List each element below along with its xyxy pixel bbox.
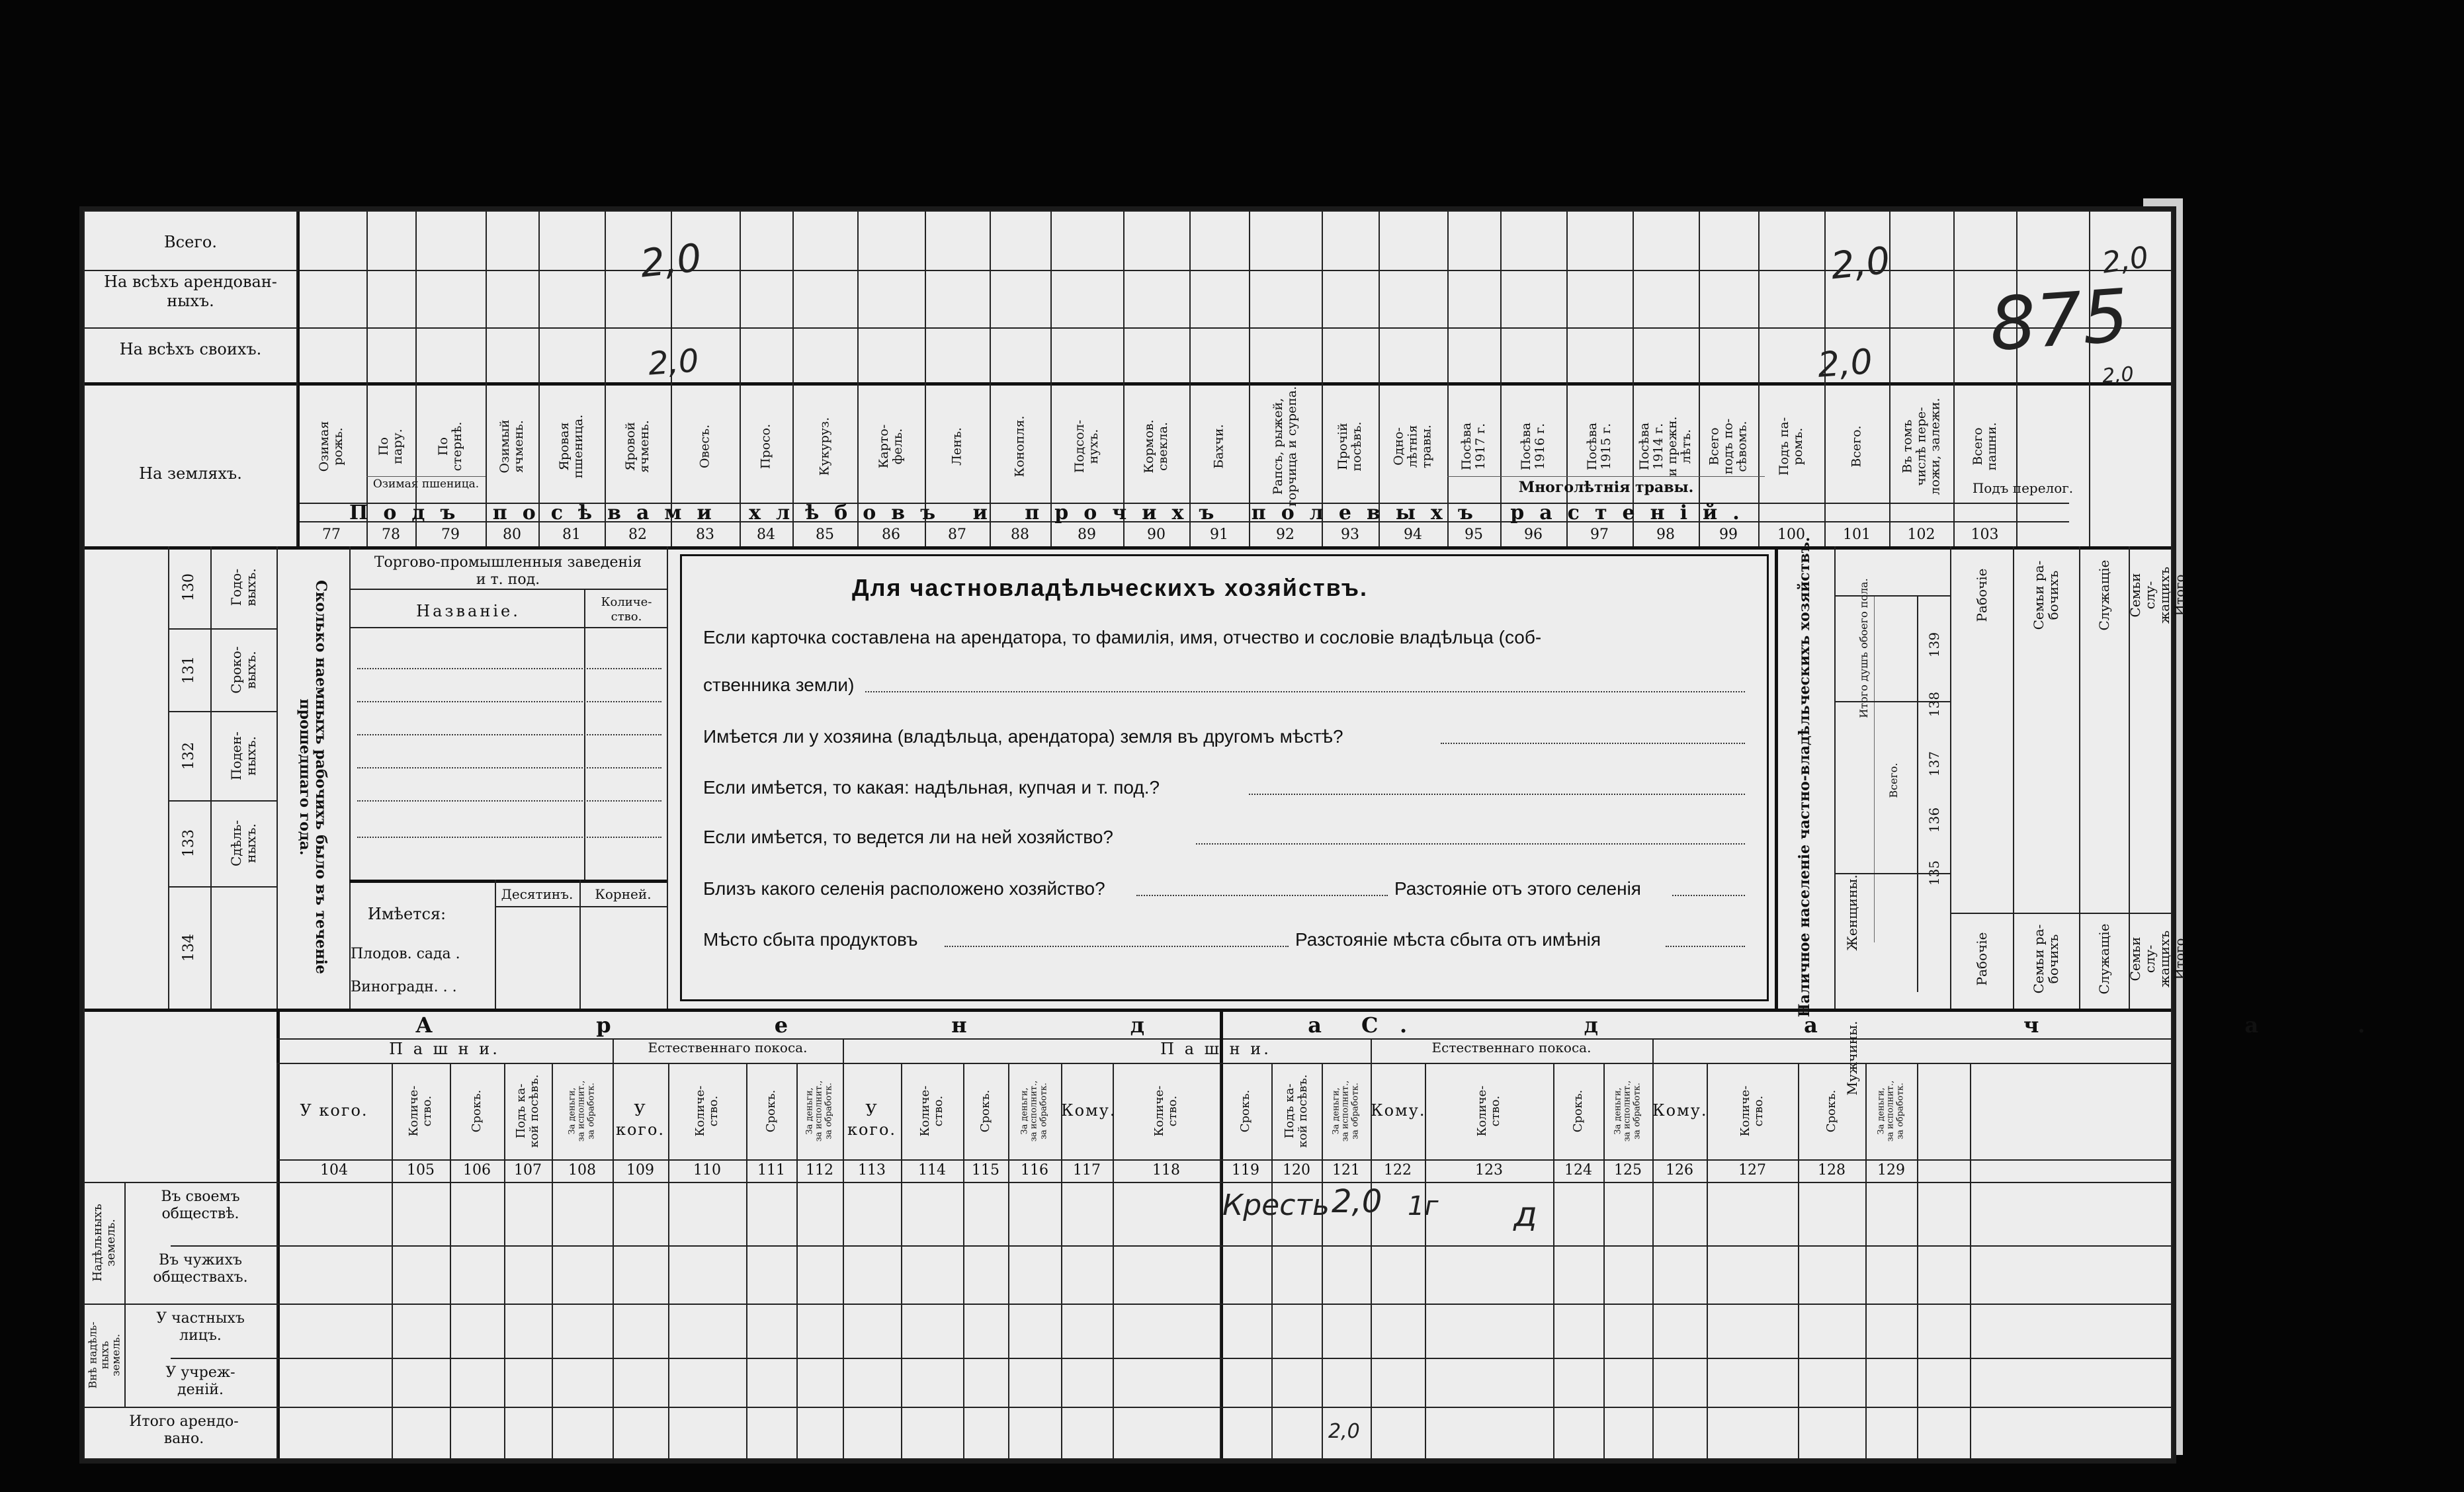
divider [1271,1063,1273,1458]
non-allotment-label: Внѣ надѣль- ныхъ земель. [86,1321,122,1389]
winter-wheat-label: Озимая пшеница. [372,477,480,491]
worker-row-number: 130 [180,573,197,601]
divider [1008,1063,1009,1458]
crop-column-divider [857,212,859,546]
crop-header: Карто- фель. [876,424,905,469]
row-divider [168,886,276,888]
trade-qty-column: Количе- ство. [601,595,652,624]
bottom-col-header: Количе- ство. [1475,1085,1502,1137]
crop-header: Посѣва 1916 г. [1519,422,1547,471]
divider [276,1063,278,1458]
dotted-line [357,800,661,802]
row-label-row-own: На всѣхъ своихъ. [119,340,262,358]
crop-column-divider [740,212,741,546]
bottom-col-header: У кого. [300,1101,368,1120]
column-number: 87 [948,526,966,543]
row-divider [168,711,276,712]
arable-header: П а ш н и. [389,1040,500,1058]
column-number: 117 [1073,1162,1101,1179]
row-divider [171,1458,2171,1460]
form-question: Разстояніе отъ этого селенія [1394,878,1641,899]
divider [552,1063,553,1458]
row-divider [168,800,276,802]
column-number: 82 [628,526,647,543]
column-number: 121 [1332,1162,1360,1179]
column-number: 102 [1907,526,1935,543]
trade-name-column: Названіе. [416,602,521,620]
column-number: 101 [1843,526,1871,543]
arenda-banner: А р е н д а. [415,1013,1486,1038]
women-label: Женщины. [1844,874,1860,951]
form-question: Мѣсто сбыта продуктовъ [703,929,918,950]
handwritten-entry: 2,0 [2100,240,2151,280]
crop-header: Ленъ. [949,427,964,466]
population-column-number: 137 [1926,751,1942,777]
crop-header: Подсол- нухъ. [1072,419,1101,474]
column-number: 100 [1777,526,1805,543]
divider [1917,1063,1918,1458]
population-column-number: 136 [1926,807,1942,833]
bottom-col-header: За деньги, за исполнит., за обработк. [1019,1080,1049,1142]
form-question: Если карточка составлена на арендатора, то фамилія, имя, отчество и сословіе владѣльца (соб- [703,627,1542,647]
row-divider [85,382,2171,386]
column-number: 116 [1021,1162,1048,1179]
dotted-line [357,767,661,768]
bottom-col-header: Срокъ. [764,1089,779,1133]
worker-row-label: Поден- ныхъ. [228,731,259,780]
column-number: 111 [757,1162,785,1179]
column-number: 78 [382,526,400,543]
divider [746,1063,747,1458]
workers-col-footer: Семьи ра- бочихъ [2031,924,2061,994]
row-divider [85,327,2171,329]
row-label-row-lands: На земляхъ. [139,464,242,483]
form-question: Если имѣется, то ведется ли на ней хозяйство? [703,827,1113,847]
crop-header: Овесъ. [697,424,712,469]
divider [1603,1063,1605,1458]
crop-column-divider [605,212,606,546]
column-number: 88 [1011,526,1029,543]
dotted-line [945,946,1289,947]
vineyard-label: Виноградн. . . [351,979,457,995]
crop-header: Посѣва 1914 г. и прежн. лѣтъ. [1637,416,1693,477]
form-question: Имѣется ли у хозяина (владѣльца, арендатора) земля въ другомъ мѣстѣ? [703,726,1343,747]
column-number: 109 [626,1162,654,1179]
section-divider [85,546,2171,550]
divider [1113,1063,1114,1458]
divider [349,546,351,1009]
bottom-col-header: У кого. [615,1101,665,1139]
crop-column-divider [2089,212,2090,546]
crop-column-divider [366,212,368,546]
women-total-label: Всего. [1887,763,1900,798]
population-label: Наличное населеніе частно-владѣльческихъ хозяйствъ. [1795,536,1813,1018]
crop-header: Рапсъ, рыжей, горчица и сурепа. [1271,386,1299,507]
population-column-number: 139 [1926,632,1942,658]
column-number: 97 [1590,526,1609,543]
allotment-label: Надѣльныхъ земель. [91,1204,118,1282]
column-number: 92 [1276,526,1295,543]
bottom-col-header: Кому. [1061,1101,1117,1120]
column-number: 113 [858,1162,886,1179]
column-number: 89 [1078,526,1096,543]
column-number: 127 [1738,1162,1766,1179]
rule [349,589,667,590]
divider [276,546,278,1009]
crop-header: Бахчи. [1211,424,1226,469]
column-number: 129 [1877,1162,1905,1179]
worker-row-number: 131 [180,655,197,684]
crop-column-divider [486,212,487,546]
crop-header: Одно- лѣтнія травы. [1391,425,1434,468]
crop-column-divider [296,212,298,546]
column-number: 114 [918,1162,946,1179]
column-number: 96 [1524,526,1543,543]
divider [1874,595,1875,942]
divider [1220,1063,1221,1458]
handwritten-entry: 2,0 [1328,1420,1360,1443]
dotted-line [1672,895,1745,896]
sdacha-banner: С д а ч а. [1361,1013,2464,1038]
crop-column-divider [792,212,794,546]
rule [85,1182,2171,1183]
divider [450,1063,451,1458]
section-divider [85,1009,2171,1012]
divider [667,546,668,1009]
bottom-col-header: Срокъ. [470,1089,484,1133]
crop-header: По пару. [376,429,405,464]
dotted-line [1249,794,1745,795]
crop-column-divider [538,212,540,546]
crop-header: Всего пашни. [1970,422,1999,471]
rule [1834,595,1950,597]
worker-row-number: 134 [180,933,197,962]
workers-col-header: Служащіе [2096,560,2112,631]
dotted-line [1441,743,1745,744]
divider [504,1063,505,1458]
handwritten-entry: 2,0 [1332,1183,1382,1220]
orchard-label: Плодов. сада . [351,946,460,962]
divider [1553,1063,1554,1458]
crop-header: Кормов. свекла. [1142,419,1170,474]
dotted-line [357,668,661,669]
crop-header: Яровой ячмень. [623,420,652,473]
bottom-col-header: Количе- ство. [1152,1085,1179,1137]
divider [168,546,169,1009]
column-number: 77 [322,526,341,543]
crop-header: Конопля. [1012,415,1027,477]
rule [276,1063,2171,1064]
bottom-row-label: У учреж- деній. [165,1364,235,1399]
workers-col-footer: Семьи слу- жащихъ [2127,930,2172,988]
rule [1950,913,2171,914]
bottom-total-label: Итого арендо- вано. [129,1413,239,1448]
bottom-col-header: За деньги, за исполнит., за обработк. [1613,1080,1642,1142]
column-number: 122 [1384,1162,1412,1179]
divider [1865,1063,1867,1458]
crop-header: Въ томъ числѣ пере- ложи, залежи. [1900,397,1942,495]
desyatin-column: Десятинъ. [501,886,574,902]
crop-header: По стернѣ. [436,421,464,472]
dotted-line [1666,946,1745,947]
handwritten-entry: 2,0 [1828,239,1892,288]
workers-col-footer: Служащіе [2096,923,2112,995]
bottom-col-header: Количе- ство. [1738,1085,1765,1137]
bottom-row-label: Въ чужихъ обществахъ. [153,1252,248,1286]
crop-column-divider [1249,212,1250,546]
handwritten-entry: 875 [1986,272,2132,368]
divider [668,1063,669,1458]
bottom-col-header: У кого. [847,1101,897,1139]
crop-column-divider [1123,212,1125,546]
subheader-rule [366,476,486,477]
meadow-header: Естественнаго покоса. [1431,1040,1592,1056]
column-number: 125 [1614,1162,1642,1179]
dotted-line [865,691,1745,692]
form-question: ственника земли) [703,675,855,695]
crop-header: Всего подъ по- сѣвомъ. [1707,418,1750,475]
arable-header: П а ш н и. [1160,1040,1271,1058]
divider [124,1182,126,1407]
divider [1775,546,1778,1009]
bottom-col-header: Срокъ. [1824,1089,1839,1133]
men-label: Мужчины. [1844,1020,1860,1096]
bottom-row-label: Въ своемъ обществѣ. [161,1188,240,1223]
divider [1798,1063,1799,1458]
workers-col-footer: Итого [2172,938,2188,980]
divider [2079,546,2080,1009]
worker-row-label: Годо- выхъ. [228,568,259,606]
column-number: 120 [1283,1162,1310,1179]
bottom-col-header: Подъ ка- кой посѣвъ. [514,1074,541,1148]
column-number: 98 [1656,526,1675,543]
column-number: 93 [1341,526,1359,543]
crop-header: Кукуруз. [817,417,832,476]
crop-header: Просо. [758,423,773,470]
column-number: 105 [407,1162,435,1179]
dotted-line [357,837,661,838]
bottom-row-label: У частныхъ лицъ. [156,1310,245,1345]
column-number: 126 [1666,1162,1693,1179]
korn-column: Корней. [595,886,652,902]
handwritten-entry: 2,0 [647,342,701,383]
worker-row-number: 133 [180,829,197,857]
column-number: 85 [816,526,834,543]
row-divider [171,1245,2171,1247]
dotted-line [357,734,661,735]
bottom-col-header: Количе- ство. [693,1085,720,1137]
column-number: 91 [1210,526,1228,543]
bottom-col-header: Кому. [1652,1101,1708,1120]
column-number: 106 [463,1162,491,1179]
column-number: 86 [882,526,900,543]
handwritten-entry: 2,0 [638,235,704,286]
column-number: 104 [320,1162,348,1179]
handwritten-entry: 2,0 [1816,342,1874,386]
crop-header: Посѣва 1915 г. [1585,422,1613,471]
workers-col-footer: Рабочіе [1973,932,1990,986]
crop-column-divider [1050,212,1052,546]
workers-question: Сколько наемныхъ рабочихъ было въ теченіе прошедшаго года. [296,580,330,974]
divider [963,1063,964,1458]
divider [392,1063,393,1458]
divider [1322,1063,1323,1458]
crop-header: Яровая пшеница. [557,414,585,479]
column-number: 103 [1971,526,1999,543]
handwritten-entry: Кресть [1222,1188,1330,1222]
column-number: 83 [696,526,714,543]
divider [796,1063,798,1458]
column-number: 112 [806,1162,833,1179]
column-number: 81 [562,526,581,543]
handwritten-entry: д [1513,1195,1537,1235]
under-crops-banner: Подъ посѣвами хлѣбовъ и прочихъ полевыхъ растеній. [349,501,1755,524]
column-number: 99 [1719,526,1738,543]
rule [349,880,667,883]
form-question: Разстояніе мѣста сбыта отъ имѣнія [1295,929,1601,950]
rule [349,627,667,628]
bottom-col-header: За деньги, за исполнит., за обработк. [804,1080,834,1142]
crop-header: Всего. [1849,425,1864,468]
total-both-label: Итого душъ обоего пола. [1857,578,1871,718]
row-divider [85,1304,2171,1305]
divider [1970,1063,1971,1458]
column-number: 128 [1818,1162,1846,1179]
worker-row-number: 132 [180,741,197,770]
divider [2171,1009,2172,1458]
bottom-col-header: Срокъ. [1238,1089,1253,1133]
crop-header: Прочій посѣвъ. [1336,421,1364,472]
column-number: 79 [441,526,460,543]
crop-column-divider [925,212,926,546]
column-number: 124 [1564,1162,1592,1179]
column-number: 84 [757,526,775,543]
crop-column-divider [1322,212,1323,546]
column-number: 95 [1465,526,1483,543]
bottom-col-header: За деньги, за исполнит., за обработк. [1331,1080,1361,1142]
row-divider [171,1358,2171,1359]
crop-header: Подъ па- ромъ. [1777,417,1805,476]
column-number: 80 [503,526,521,543]
crop-column-divider [2016,212,2018,546]
meadow-header: Естественнаго покоса. [648,1040,808,1056]
divider [2013,546,2014,1009]
workers-col-header: Рабочіе [1973,568,1990,622]
fallow-label: Подъ перелог. [1972,480,2074,496]
worker-row-label: Сдѣль- ныхъ. [228,819,259,867]
bottom-col-header: Кому. [1371,1101,1426,1120]
divider [1707,1063,1708,1458]
crop-header: Озимая рожь. [317,421,345,472]
column-number: 108 [568,1162,596,1179]
handwritten-entry: 1г [1408,1191,1439,1222]
dotted-line [1196,843,1745,845]
bottom-col-header: Подъ ка- кой посѣвъ. [1283,1074,1310,1148]
crop-column-divider [1953,212,1955,546]
bottom-col-header: Количе- ство. [407,1085,434,1137]
dotted-line [1136,895,1388,896]
column-number: 90 [1147,526,1166,543]
crop-column-divider [1379,212,1380,546]
crop-column-divider [1189,212,1191,546]
census-card [83,210,2464,1460]
divider [901,1063,902,1458]
subheader-rule [1447,476,1765,477]
divider [1834,546,1836,1009]
bottom-col-header: За деньги, за исполнит., за обработк. [1876,1080,1906,1142]
workers-col-header: Итого [2172,574,2188,616]
column-number: 123 [1475,1162,1503,1179]
population-column-number: 138 [1926,691,1942,718]
column-number: 118 [1152,1162,1180,1179]
bottom-col-header: За деньги, за исполнит., за обработк. [567,1080,597,1142]
population-column-number: 135 [1926,860,1942,886]
row-label-row-total: Всего. [164,233,217,251]
workers-col-header: Семьи ра- бочихъ [2031,560,2061,630]
divider [210,546,212,1009]
form-question: Близъ какого селенія расположено хозяйство? [703,878,1105,899]
column-number: 119 [1232,1162,1259,1179]
crop-header: Посѣва 1917 г. [1459,422,1488,471]
perennial-grass-label: Многолѣтнія травы. [1518,479,1694,496]
workers-col-header: Семьи слу- жащихъ [2127,566,2172,624]
crop-column-divider [415,212,417,546]
dotted-line [357,701,661,702]
worker-row-label: Сроко- выхъ. [228,645,259,694]
crop-header: Озимый ячмень. [497,419,526,474]
column-number: 107 [514,1162,542,1179]
divider [1950,546,1951,1009]
divider [1917,595,1918,992]
row-label-row-rented: На всѣхъ арендован- ныхъ. [104,272,277,310]
row-divider [168,628,276,630]
rule [276,1159,2171,1161]
has-label: Имѣется: [367,905,446,923]
bottom-col-header: Количе- ство. [918,1085,945,1137]
row-divider [85,1407,2171,1408]
divider [1061,1063,1062,1458]
private-form-title: Для частновладѣльческихъ хозяйствъ. [852,574,1369,601]
form-question: Если имѣется, то какая: надѣльная, купчая и т. под.? [703,777,1160,798]
column-number: 110 [693,1162,721,1179]
crop-column-divider [990,212,991,546]
column-number: 94 [1404,526,1422,543]
handwritten-entry: 2,0 [2101,362,2135,388]
divider [1425,1063,1426,1458]
trade-header: Торгово-промышленныя заведенія и т. под. [374,554,642,589]
column-number: 115 [972,1162,999,1179]
rule [495,906,667,907]
bottom-col-header: Срокъ. [978,1089,993,1133]
bottom-col-header: Срокъ. [1571,1089,1586,1133]
